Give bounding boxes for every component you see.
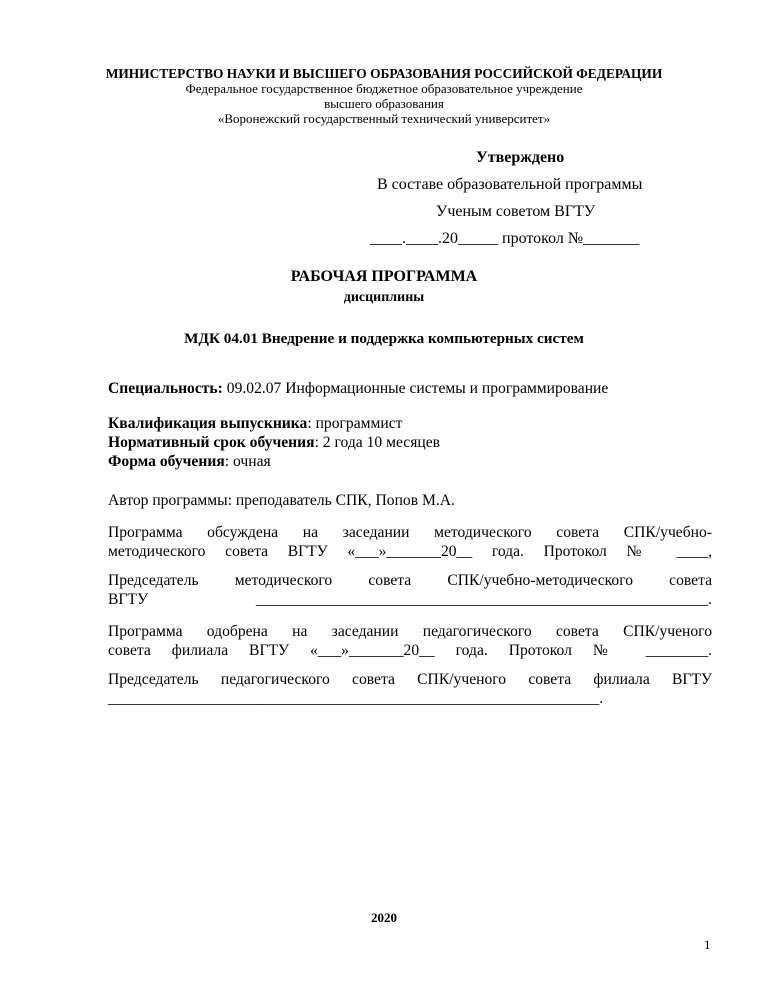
study-term-line xyxy=(108,434,440,452)
study-term-value: : 2 года 10 месяцев xyxy=(314,434,441,451)
specialty-line xyxy=(108,380,608,398)
methodical-chair-line-1: Председатель методического совета СПК/учебно-методического совета xyxy=(108,572,712,589)
pedagogical-chair-line-1: Председатель педагогического совета СПК/ученого совета филиала ВГТУ xyxy=(108,671,712,688)
approval-paragraph xyxy=(108,622,712,660)
year-label: 2020 xyxy=(371,910,397,925)
org-line-1: Федеральное государственное бюджетное образовательное учреждение xyxy=(185,81,583,96)
study-form-line xyxy=(108,453,271,471)
approval-paragraph-line-1: Программа одобрена на заседании педагогического совета СПК/ученого xyxy=(108,623,712,640)
org-line-2: высшего образования xyxy=(324,96,444,111)
methodical-chair-paragraph xyxy=(108,571,712,609)
specialty-label: Специальность: xyxy=(108,380,223,397)
page-number: 1 xyxy=(704,937,711,952)
discussion-line-2: методического совета ВГТУ «___»_______20__ года. Протокол № ____, xyxy=(108,543,712,560)
author-line: Автор программы: преподаватель СПК, Попов М.А. xyxy=(108,492,455,509)
approval-line-2: Ученым советом ВГТУ xyxy=(436,203,596,220)
approval-paragraph-line-2: совета филиала ВГТУ «___»_______20__ года. Протокол № ________. xyxy=(108,642,712,659)
program-subtitle: дисциплины xyxy=(343,290,425,305)
program-title: РАБОЧАЯ ПРОГРАММА xyxy=(290,268,478,285)
qualification-label: Квалификация выпускника xyxy=(108,415,308,432)
pedagogical-chair-paragraph xyxy=(108,670,712,708)
qualification-value: : программист xyxy=(307,415,403,432)
study-term-label: Нормативный срок обучения xyxy=(108,434,315,451)
methodical-chair-line-2: ВГТУ __________________________________________________________. xyxy=(108,591,712,608)
discussion-line-1: Программа обсуждена на заседании методического совета СПК/учебно- xyxy=(108,524,712,541)
pedagogical-chair-line-2: _______________________________________________________________. xyxy=(108,690,604,707)
discussion-paragraph xyxy=(108,523,712,561)
study-form-value: : очная xyxy=(224,453,271,470)
approval-line-1: В составе образовательной программы xyxy=(377,176,643,193)
discipline-title: МДК 04.01 Внедрение и поддержка компьютерных систем xyxy=(184,330,584,347)
qualification-line xyxy=(108,415,402,433)
specialty-value: 09.02.07 Информационные системы и программирование xyxy=(222,380,609,397)
approval-line-3: ____.____.20_____ протокол №_______ xyxy=(370,230,640,247)
approval-title: Утверждено xyxy=(476,149,565,166)
ministry-heading: МИНИСТЕРСТВО НАУКИ И ВЫСШЕГО ОБРАЗОВАНИЯ РОССИЙСКОЙ ФЕДЕРАЦИИ xyxy=(105,66,663,81)
study-form-label: Форма обучения xyxy=(108,453,225,470)
org-line-3: «Воронежский государственный технический университет» xyxy=(217,111,551,126)
